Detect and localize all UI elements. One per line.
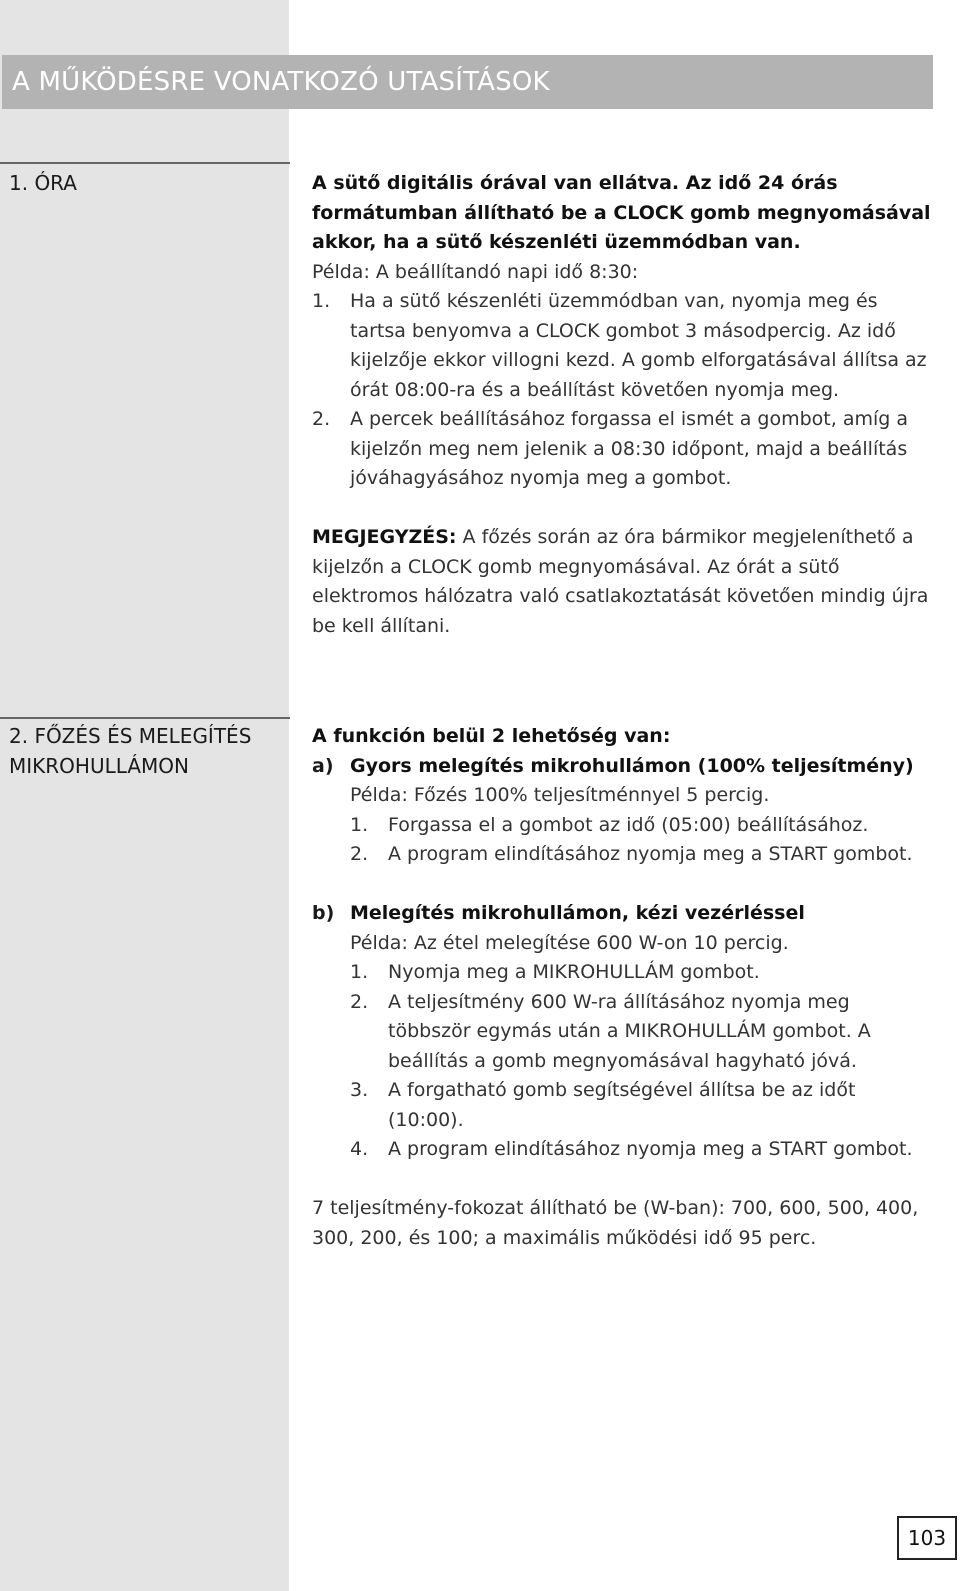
step-text: Ha a sütő készenléti üzemmódban van, nyomja meg és tartsa benyomva a CLOCK gombot 3 másodpercig. Az idő kijelzője ekkor villogni kezd. A gomb elforgatásával állítsa az órát 08:00-ra és a beállítást követően nyomja meg. (350, 290, 927, 401)
step-text: Forgassa el a gombot az idő (05:00) beállításához. (388, 813, 869, 836)
step-text: A percek beállításához forgassa el ismét a gombot, amíg a kijelzőn meg nem jelenik a 08:30 időpont, majd a beállítás jóváhagyásához nyomja meg a gombot. (350, 408, 909, 489)
power-levels-note: 7 teljesítmény-fokozat állítható be (W-ban): 700, 600, 500, 400, 300, 200, és 100; a maximális működési idő 95 perc. (312, 1197, 919, 1249)
step-text: Nyomja meg a MIKROHULLÁM gombot. (388, 961, 760, 983)
step-number: 2. (350, 990, 369, 1013)
option-b-example: Példa: Az étel melegítése 600 W-on 10 percig. (350, 931, 789, 954)
list-item (312, 405, 936, 494)
option-a (312, 752, 936, 870)
list-item (350, 811, 936, 841)
step-number: 1. (350, 813, 369, 836)
note-text: A főzés során az óra bármikor megjeleníthető a kijelzőn a CLOCK gomb megnyomásával. Az órát a sütő elektromos hálózatra való csatlakoztatását követően mindig újra be kell állítani. (312, 526, 929, 637)
section-1-content (312, 169, 936, 641)
left-margin-band (0, 0, 289, 1591)
section-2-label: 2. FŐZÉS ÉS MELEGÍTÉS MIKROHULLÁMON (9, 724, 252, 778)
step-number: 1. (312, 290, 331, 312)
option-b-title: Melegítés mikrohullámon, kézi vezérléssel (350, 902, 805, 924)
section-1-intro: A sütő digitális órával van ellátva. Az idő 24 órás formátumban állítható be a CLOCK gomb megnyomásával akkor, ha a sütő készenléti üzemmódban van. (312, 172, 931, 253)
option-a-example: Példa: Főzés 100% teljesítménnyel 5 percig. (350, 784, 770, 806)
section-1-label: 1. ÓRA (9, 171, 77, 195)
section-1-example: Példa: A beállítandó napi idő 8:30: (312, 260, 639, 283)
list-item (350, 840, 936, 870)
section-2-divider (0, 717, 290, 719)
page-number-box (897, 1516, 957, 1560)
step-number: 2. (312, 408, 331, 430)
list-item (350, 1076, 936, 1135)
list-item (350, 958, 936, 988)
step-number: 3. (350, 1079, 369, 1101)
section-1-note (312, 523, 936, 641)
step-number: 2. (350, 843, 369, 865)
step-text: A program elindításához nyomja meg a START gombot. (388, 843, 913, 865)
list-item (312, 287, 936, 405)
list-item (350, 988, 936, 1077)
page-title: A MŰKÖDÉSRE VONATKOZÓ UTASÍTÁSOK (12, 67, 550, 97)
page-number: 103 (907, 1526, 947, 1550)
option-b-letter: b) (312, 902, 335, 924)
step-text: A teljesítmény 600 W-ra állításához nyomja meg többször egymás után a MIKROHULLÁM gombot. A beállítás a gomb megnyomásával hagyható jóvá. (388, 990, 871, 1072)
option-a-title: Gyors melegítés mikrohullámon (100% teljesítmény) (350, 754, 914, 777)
option-b (312, 899, 936, 1165)
step-text: A forgatható gomb segítségével állítsa be az időt (10:00). (388, 1079, 856, 1131)
step-text: A program elindításához nyomja meg a START gombot. (388, 1138, 913, 1160)
list-item (350, 1135, 936, 1165)
section-2-intro: A funkción belül 2 lehetőség van: (312, 725, 671, 747)
option-a-letter: a) (312, 754, 334, 777)
section-2-content (312, 722, 936, 1253)
section-header-banner (2, 55, 933, 109)
step-number: 4. (350, 1138, 369, 1160)
step-number: 1. (350, 961, 369, 983)
section-1-divider (0, 162, 290, 164)
note-label: MEGJEGYZÉS: (312, 526, 457, 548)
